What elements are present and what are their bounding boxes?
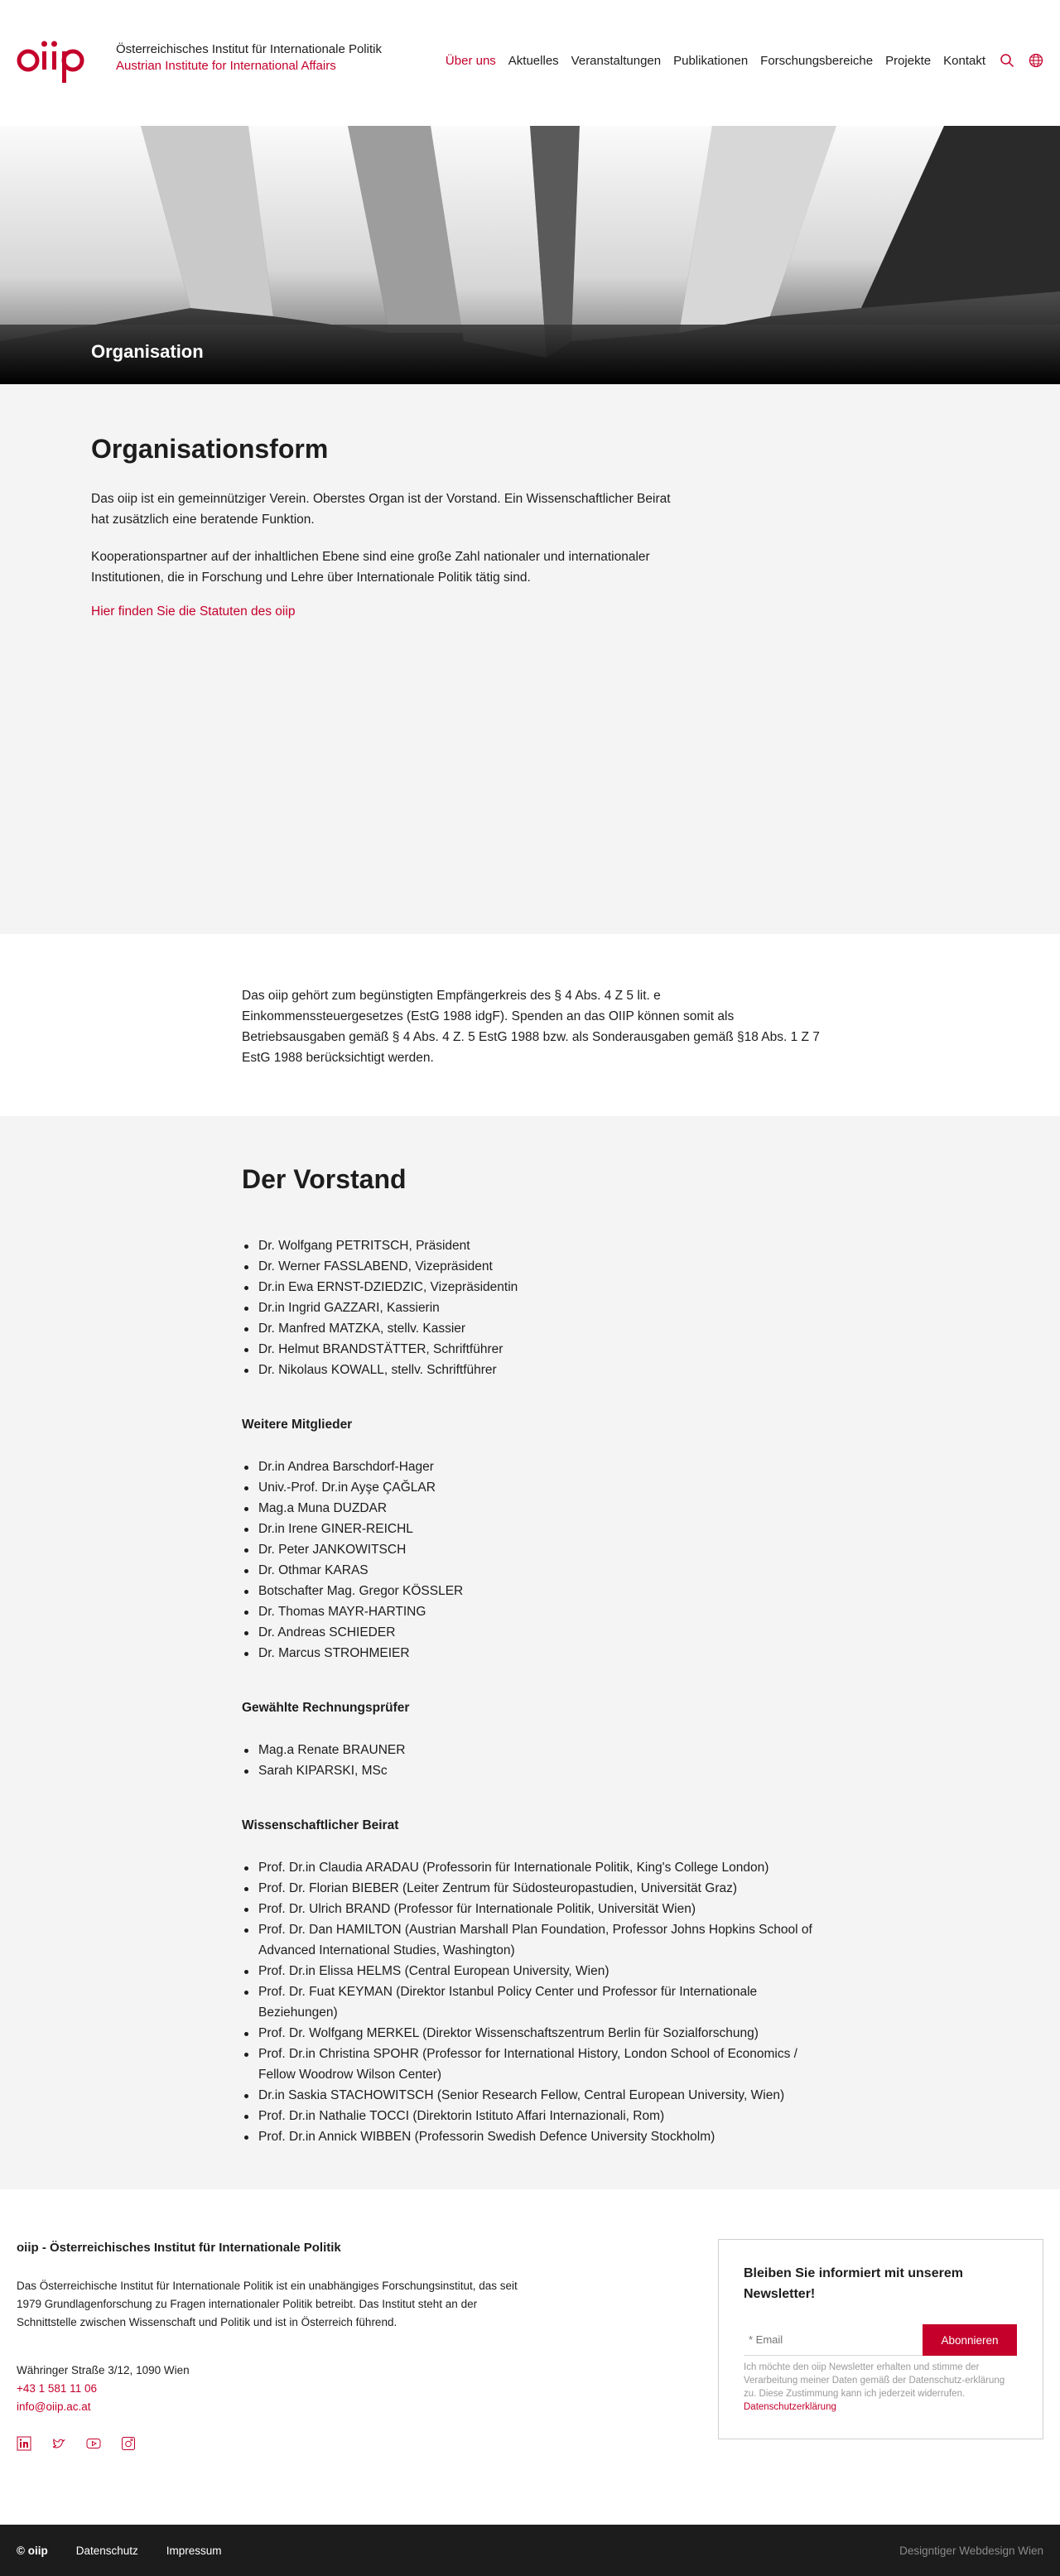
globe-icon[interactable] [1029,53,1043,68]
weitere-mitglieder-list [242,1457,838,1664]
footer-contact [17,2362,190,2416]
youtube-icon[interactable] [86,2436,101,2451]
weitere-mitglieder-heading: Weitere Mitglieder [242,1418,353,1432]
organisationsform-section [0,384,1060,934]
list-item: Dr. Marcus STROHMEIER [242,1643,838,1664]
statuten-link[interactable]: Hier finden Sie die Statuten des oiip [91,604,296,619]
list-item: Prof. Dr.in Elissa HELMS (Central European University, Wien) [242,1961,838,1981]
footer-email[interactable]: info@oiip.ac.at [17,2400,91,2413]
list-item: Dr. Othmar KARAS [242,1560,838,1581]
list-item: Mag.a Renate BRAUNER [242,1740,838,1760]
list-item: Prof. Dr. Florian BIEBER (Leiter Zentrum für Südosteuropastudien, Universität Graz) [242,1878,838,1899]
list-item: Dr. Andreas SCHIEDER [242,1622,838,1643]
beirat-list [242,1857,838,2147]
list-item: Sarah KIPARSKI, MSc [242,1760,838,1781]
list-item: Prof. Dr.in Annick WIBBEN (Professorin Swedish Defence University Stockholm) [242,2126,838,2147]
newsletter-consent-text: Ich möchte den oiip Newsletter erhalten und stimme der Verarbeitung meiner Daten gemäß der Datenschutz-erklärung zu. Diese Zustimmung kann ich jederzeit widerrufen. [744,2362,1005,2399]
twitter-icon[interactable] [51,2436,66,2451]
bottom-link-impressum[interactable]: Impressum [166,2545,222,2557]
nav-veranstaltungen[interactable]: Veranstaltungen [571,53,662,68]
oiip-logo[interactable] [17,38,91,84]
nav-forschungsbereiche[interactable]: Forschungsbereiche [760,53,874,68]
bottom-link-datenschutz[interactable]: Datenschutz [75,2545,138,2557]
hero-banner [0,126,1060,384]
organisationsform-heading: Organisationsform [91,434,329,464]
rechnungspruefer-list [242,1740,838,1781]
list-item: Dr. Wolfgang PETRITSCH, Präsident [242,1235,838,1256]
list-item: Prof. Dr. Ulrich BRAND (Professor für Internationale Politik, Universität Wien) [242,1899,838,1919]
list-item: Dr. Helmut BRANDSTÄTTER, Schriftführer [242,1339,838,1360]
instagram-icon[interactable] [121,2436,136,2451]
beirat-heading: Wissenschaftlicher Beirat [242,1818,399,1832]
social-links [17,2436,136,2451]
vorstand-section [0,1116,1060,2189]
list-item: Prof. Dr.in Christina SPOHR (Professor for International History, London School of Economics / Fellow Woodrow Wilson Center) [242,2044,838,2085]
list-item: Dr. Manfred MATZKA, stellv. Kassier [242,1318,838,1339]
designer-credit[interactable]: Designtiger Webdesign Wien [899,2545,1043,2557]
list-item: Dr. Nikolaus KOWALL, stellv. Schriftführer [242,1360,838,1380]
donation-section [0,934,1060,1116]
list-item: Dr.in Andrea Barschdorf-Hager [242,1457,838,1477]
list-item: Dr. Thomas MAYR-HARTING [242,1601,838,1622]
newsletter-consent [744,2361,1018,2414]
footer-title: oiip - Österreichisches Institut für Internationale Politik [17,2241,341,2255]
organisationsform-paragraph-2: Kooperationspartner auf der inhaltlichen Ebene sind eine große Zahl nationaler und internationaler Institutionen, die in Forschung und Lehre über Internationale Politik tätig sind. [91,550,650,585]
footer-address: Währinger Straße 3/12, 1090 Wien [17,2364,190,2376]
nav-ueber-uns[interactable]: Über uns [445,53,496,68]
main-nav [433,53,1043,68]
list-item: Prof. Dr. Wolfgang MERKEL (Direktor Wissenschaftszentrum Berlin für Sozialforschung) [242,2023,838,2044]
newsletter-subscribe-button[interactable]: Abonnieren [923,2324,1017,2356]
vorstand-list [242,1235,838,1380]
brand-text[interactable] [116,41,382,75]
site-footer [0,2189,1060,2525]
footer-description: Das Österreichische Institut für Internationale Politik ist ein unabhängiges Forschungsinstitut, das seit 1979 Grundlagenforschung zu Fragen internationaler Politik betreibt. Das Institut steht an der Schnittstelle zwischen Wissenschaft und Politik und ist in Österreich führend. [17,2280,518,2328]
newsletter-box [718,2239,1043,2439]
list-item: Dr. Werner FASSLABEND, Vizepräsident [242,1256,838,1277]
list-item: Dr.in Ewa ERNST-DZIEDZIC, Vizepräsidentin [242,1277,838,1298]
list-item: Dr. Peter JANKOWITSCH [242,1539,838,1560]
list-item: Dr.in Ingrid GAZZARI, Kassierin [242,1298,838,1318]
list-item: Dr.in Saskia STACHOWITSCH (Senior Research Fellow, Central European University, Wien) [242,2085,838,2106]
search-icon[interactable] [1000,53,1014,68]
organisationsform-paragraph-1: Das oiip ist ein gemeinnütziger Verein. Oberstes Organ ist der Vorstand. Ein Wissenschaftlicher Beirat hat zusätzlich eine beratende Funktion. [91,492,671,527]
newsletter-heading: Bleiben Sie informiert mit unserem Newsletter! [744,2266,963,2301]
page-title: Organisation [91,341,204,362]
list-item: Prof. Dr.in Claudia ARADAU (Professorin für Internationale Politik, King's College London) [242,1857,838,1878]
nav-aktuelles[interactable]: Aktuelles [508,53,559,68]
nav-publikationen[interactable]: Publikationen [673,53,749,68]
list-item: Prof. Dr. Fuat KEYMAN (Direktor Istanbul Policy Center und Professor für Internationale Beziehungen) [242,1981,838,2023]
rechnungspruefer-heading: Gewählte Rechnungsprüfer [242,1701,410,1715]
list-item: Univ.-Prof. Dr.in Ayşe ÇAĞLAR [242,1477,838,1498]
list-item: Dr.in Irene GINER-REICHL [242,1519,838,1539]
vorstand-heading: Der Vorstand [242,1164,407,1194]
nav-projekte[interactable]: Projekte [885,53,932,68]
brand-name-en: Austrian Institute for International Affairs [116,59,336,73]
donation-text: Das oiip gehört zum begünstigten Empfängerkreis des § 4 Abs. 4 Z 5 lit. e Einkommenssteuergesetzes (EstG 1988 idgF). Spenden an das OIIP können somit als Betriebsausgaben gemäß § 4 Abs. 4 Z. 5 EstG 1988 bzw. als Sonderausgaben gemäß §18 Abs. 1 Z 7 EstG 1988 berücksichtigt werden. [242,989,820,1065]
list-item: Prof. Dr.in Nathalie TOCCI (Direktorin Istituto Affari Internazionali, Rom) [242,2106,838,2126]
linkedin-icon[interactable] [17,2436,31,2451]
list-item: Mag.a Muna DUZDAR [242,1498,838,1519]
newsletter-form [744,2324,1018,2356]
site-header [0,0,1060,126]
bottom-bar [0,2525,1060,2576]
footer-phone[interactable]: +43 1 581 11 06 [17,2382,97,2395]
datenschutz-link[interactable]: Datenschutzerklärung [744,2402,836,2412]
nav-kontakt[interactable]: Kontakt [943,53,985,68]
list-item: Botschafter Mag. Gregor KÖSSLER [242,1581,838,1601]
list-item: Prof. Dr. Dan HAMILTON (Austrian Marshall Plan Foundation, Professor Johns Hopkins School of Advanced International Studies, Washington) [242,1919,838,1961]
newsletter-email-input[interactable] [744,2324,923,2356]
brand-name-de: Österreichisches Institut für Internationale Politik [116,42,382,56]
copyright: © oiip [17,2545,48,2557]
bottom-links [17,2545,250,2557]
